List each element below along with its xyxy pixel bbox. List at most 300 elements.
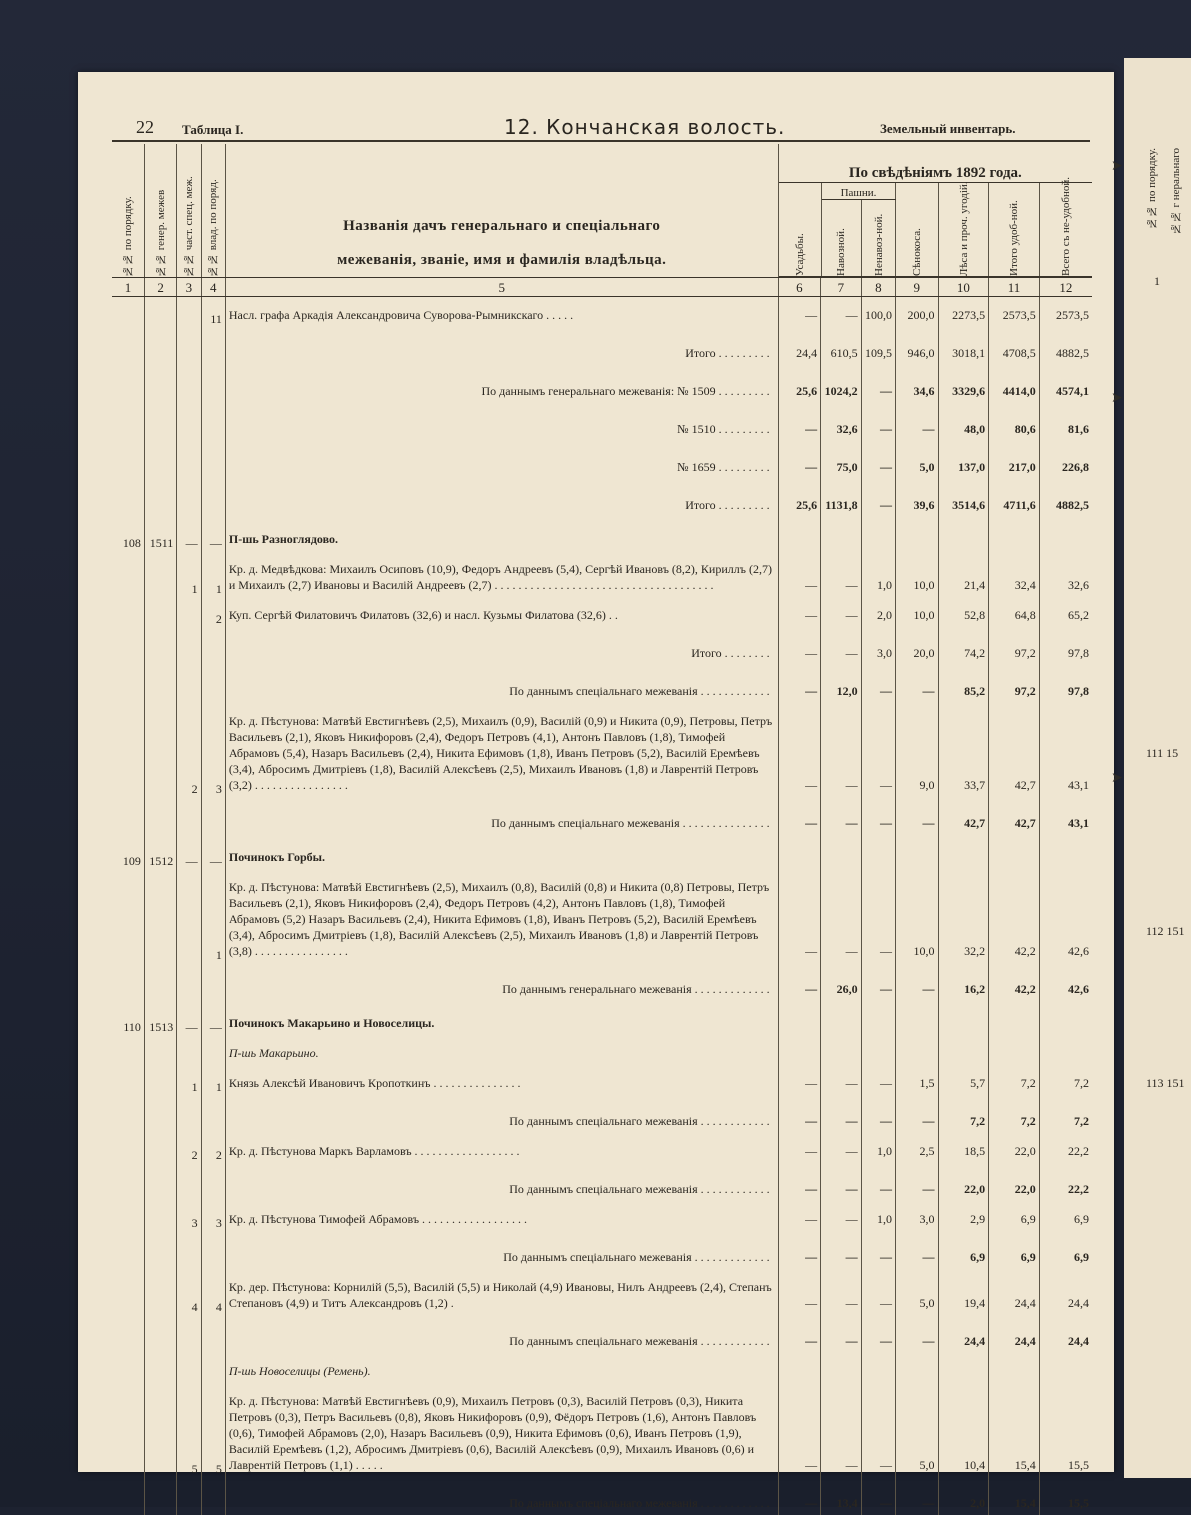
- value-cell: 6,9: [989, 1201, 1040, 1231]
- value-cell: —: [821, 597, 861, 627]
- value-cell: —: [861, 1383, 895, 1477]
- value-cell: 109,5: [861, 327, 895, 365]
- value-cell: 2573,5: [989, 297, 1040, 328]
- cell-c4: 2: [201, 597, 225, 627]
- value-cell: 19,4: [938, 1269, 989, 1315]
- summary-label: Итого . . . . . . . . .: [225, 327, 778, 365]
- col-header-gen-survey: №№ генер. межев: [144, 144, 176, 278]
- section-label: Земельный инвентарь.: [880, 121, 1015, 145]
- value-cell: 2,0: [938, 1477, 989, 1515]
- value-cell: 2273,5: [938, 297, 989, 328]
- table-row: [112, 1035, 1092, 1065]
- value-cell: —: [821, 297, 861, 328]
- value-cell: 20,0: [896, 627, 939, 665]
- cell-c4: [201, 441, 225, 479]
- col-header-usadby: Усадьбы.: [779, 183, 821, 277]
- value-cell: —: [821, 1163, 861, 1201]
- table-row: [112, 1477, 1092, 1515]
- col-header-lesa: Лѣса и проч. угодій.: [938, 183, 989, 277]
- cell-c2: [144, 1201, 176, 1231]
- value-cell: 42,6: [1039, 869, 1092, 963]
- cell-c1: [112, 1065, 144, 1095]
- cell-c4: 3: [201, 703, 225, 797]
- value-cell: [821, 517, 861, 551]
- column-number: 5: [225, 278, 778, 297]
- value-cell: —: [861, 1477, 895, 1515]
- value-cell: 4574,1: [1039, 365, 1092, 403]
- summary-label: № 1659 . . . . . . . . .: [225, 441, 778, 479]
- value-cell: 13,4: [821, 1477, 861, 1515]
- cell-c3: [177, 441, 201, 479]
- cell-c4: 5: [201, 1383, 225, 1477]
- value-cell: 74,2: [938, 627, 989, 665]
- value-cell: —: [778, 1163, 821, 1201]
- cell-c1: [112, 551, 144, 597]
- cell-c1: [112, 365, 144, 403]
- value-cell: [861, 835, 895, 869]
- value-cell: 24,4: [989, 1315, 1040, 1353]
- value-cell: 43,1: [1039, 703, 1092, 797]
- col-header-senokos: Сѣнокоса.: [896, 183, 938, 277]
- cell-c4: [201, 403, 225, 441]
- table-body: [112, 297, 1092, 1515]
- value-cell: 10,4: [938, 1383, 989, 1477]
- value-cell: 7,2: [989, 1095, 1040, 1133]
- next-page-row-111: 111 15: [1146, 746, 1178, 761]
- table-row: [112, 963, 1092, 1001]
- value-cell: 12,0: [821, 665, 861, 703]
- cell-c1: [112, 1477, 144, 1515]
- summary-label: Итого . . . . . . . .: [225, 627, 778, 665]
- value-cell: 64,8: [989, 597, 1040, 627]
- value-cell: [778, 1001, 821, 1035]
- value-cell: —: [896, 665, 939, 703]
- cell-c2: [144, 1269, 176, 1315]
- value-cell: 24,4: [1039, 1269, 1092, 1315]
- cell-c4: 1: [201, 551, 225, 597]
- value-cell: —: [821, 1095, 861, 1133]
- col-header-names: Названія дачъ генеральнаго и спеціальнаго межеванія, званіе, имя и фамилія владѣльца.: [225, 144, 778, 278]
- cell-c4: 4: [201, 1269, 225, 1315]
- value-cell: 97,2: [989, 627, 1040, 665]
- value-cell: 42,2: [989, 869, 1040, 963]
- owner-description: Кр. д. Пѣстунова Маркъ Варламовъ . . . . . . . . . . . . . . . . . .: [225, 1133, 778, 1163]
- table-row: [112, 869, 1092, 963]
- value-cell: 3329,6: [938, 365, 989, 403]
- owner-description: Кр. д. Пѣстунова: Матвѣй Евстигнѣевъ (0,9), Михаилъ Петровъ (0,3), Василій Петровъ (0,3), Никита Петровъ (0,3), Петръ Васильевъ (0,8), Яковъ Никифоровъ (0,9), Фёдоръ Петровъ (1,6), Антонъ Павловъ (0,6), Тимофей Абрамовъ (2,0), Назаръ Васильевъ (0,9), Никита Ефимовъ (0,6), Иванъ Петровъ (1,9), Василій Еремѣевъ (1,2), Абросимъ Дмитріевъ (0,6), Василій Алексѣевъ (0,9), Михаилъ Ивановъ (0,6) и Лаврентій Петровъ (1,1) . . . . .: [225, 1383, 778, 1477]
- cell-c2: [144, 597, 176, 627]
- value-cell: —: [861, 869, 895, 963]
- value-cell: —: [821, 1133, 861, 1163]
- table-row: [112, 627, 1092, 665]
- cell-c1: [112, 1315, 144, 1353]
- cell-c4: —: [201, 517, 225, 551]
- value-cell: 200,0: [896, 297, 939, 328]
- cell-c2: [144, 1231, 176, 1269]
- cell-c2: [144, 963, 176, 1001]
- table-label: Таблица I.: [182, 122, 243, 146]
- value-cell: 97,8: [1039, 627, 1092, 665]
- cell-c1: [112, 627, 144, 665]
- owner-description: Насл. графа Аркадія Александровича Суворова-Рымникскаго . . . . .: [225, 297, 778, 328]
- value-cell: 97,2: [989, 665, 1040, 703]
- next-page-col1-head: №№ по порядку.: [1146, 148, 1158, 229]
- value-cell: —: [896, 1163, 939, 1201]
- cell-c3: [177, 1163, 201, 1201]
- value-cell: —: [778, 1065, 821, 1095]
- value-cell: 25,6: [778, 479, 821, 517]
- value-cell: —: [896, 403, 939, 441]
- value-cell: 2,5: [896, 1133, 939, 1163]
- cell-c3: 1: [177, 551, 201, 597]
- table-row: [112, 551, 1092, 597]
- summary-label: По даннымъ спеціальнаго межеванія . . . . . . . . . . . .: [225, 665, 778, 703]
- value-cell: 4882,5: [1039, 327, 1092, 365]
- value-cell: —: [861, 1095, 895, 1133]
- value-cell: [861, 1035, 895, 1065]
- value-cell: 5,0: [896, 441, 939, 479]
- value-cell: 2,9: [938, 1201, 989, 1231]
- cell-c2: [144, 1133, 176, 1163]
- column-number: 6: [778, 278, 821, 297]
- column-number: 4: [201, 278, 225, 297]
- value-cell: [821, 1035, 861, 1065]
- summary-label: По даннымъ спеціальнаго межеванія . . . . . . . . . . . . .: [225, 1231, 778, 1269]
- cell-c3: [177, 1035, 201, 1065]
- value-cell: 15,4: [989, 1477, 1040, 1515]
- value-cell: 34,6: [896, 365, 939, 403]
- value-cell: 42,2: [989, 963, 1040, 1001]
- value-cell: 32,6: [1039, 551, 1092, 597]
- table-row: [112, 327, 1092, 365]
- value-cell: 1,0: [861, 551, 895, 597]
- next-page-row-112: 112 151: [1146, 924, 1185, 939]
- value-cell: 5,7: [938, 1065, 989, 1095]
- cell-c3: 2: [177, 703, 201, 797]
- value-cell: 25,6: [778, 365, 821, 403]
- value-cell: 22,0: [989, 1133, 1040, 1163]
- cell-c4: [201, 963, 225, 1001]
- land-inventory-table: [112, 144, 1092, 1515]
- cell-c1: [112, 1095, 144, 1133]
- cell-c1: [112, 1201, 144, 1231]
- cell-c3: [177, 365, 201, 403]
- value-cell: 39,6: [896, 479, 939, 517]
- value-cell: 3514,6: [938, 479, 989, 517]
- value-cell: 4711,6: [989, 479, 1040, 517]
- value-cell: 10,0: [896, 597, 939, 627]
- value-cell: —: [861, 665, 895, 703]
- value-cell: 6,9: [989, 1231, 1040, 1269]
- cell-c1: [112, 479, 144, 517]
- value-cell: —: [778, 1201, 821, 1231]
- cell-c1: [112, 1269, 144, 1315]
- table-row: [112, 665, 1092, 703]
- cell-c4: [201, 627, 225, 665]
- cell-c3: —: [177, 835, 201, 869]
- value-cell: —: [821, 1269, 861, 1315]
- value-cell: —: [778, 1269, 821, 1315]
- value-cell: 42,7: [938, 797, 989, 835]
- cell-c1: [112, 1383, 144, 1477]
- value-cell: —: [778, 441, 821, 479]
- next-page-row-113: 113 151: [1146, 1076, 1185, 1091]
- cell-c3: [177, 869, 201, 963]
- value-cell: [896, 517, 939, 551]
- value-cell: [778, 835, 821, 869]
- value-cell: 6,9: [1039, 1201, 1092, 1231]
- page-edge-mark-icon: ➤: [1111, 770, 1123, 787]
- owner-description: П-шь Макарьино.: [225, 1035, 778, 1065]
- section-heading: Починокъ Горбы.: [225, 835, 778, 869]
- summary-label: По даннымъ генеральнаго межеванія: № 1509 . . . . . . . . .: [225, 365, 778, 403]
- summary-label: По даннымъ спеціальнаго межеванія . . . . . . . . . . . .: [225, 1315, 778, 1353]
- value-cell: 2,0: [861, 597, 895, 627]
- owner-description: Кр. д. Пѣстунова: Матвѣй Евстигнѣевъ (2,5), Михаилъ (0,8), Василій (0,8) и Никита (0,8) Петровы, Петръ Васильевъ (2,1), Яковъ Никифоровъ (2,4), Федоръ Петровъ (4,2), Антонъ Павловъ (1,8), Тимофей Абрамовъ (5,2) Назаръ Васильевъ (2,4), Никита Ефимовъ (1,8), Иванъ Петровъ (5,2), Василій Еремѣевъ (3,4), Абросимъ Дмитріевъ (1,8), Василій Алексѣевъ (2,5), Михаилъ Ивановъ (1,8) и Лаврентій Петровъ (3,8) . . . . . . . . . . . . . . . .: [225, 869, 778, 963]
- value-cell: 10,0: [896, 551, 939, 597]
- value-cell: —: [896, 1095, 939, 1133]
- table-row: [112, 297, 1092, 328]
- column-numbers-row: [112, 278, 1092, 297]
- value-cell: 5,0: [896, 1383, 939, 1477]
- value-cell: —: [896, 963, 939, 1001]
- column-number: 7: [821, 278, 861, 297]
- cell-c2: [144, 1477, 176, 1515]
- table-row: [112, 1095, 1092, 1133]
- value-cell: [778, 517, 821, 551]
- col-header-nenavoznoi: Ненавоз-ной.: [862, 200, 896, 277]
- value-cell: —: [778, 551, 821, 597]
- value-cell: —: [778, 665, 821, 703]
- table-row: [112, 1133, 1092, 1163]
- value-cell: 10,0: [896, 869, 939, 963]
- value-cell: —: [778, 1231, 821, 1269]
- value-cell: 1,0: [861, 1201, 895, 1231]
- value-cell: —: [861, 1269, 895, 1315]
- cell-c2: [144, 1353, 176, 1383]
- value-cell: [778, 1035, 821, 1065]
- cell-c1: [112, 1133, 144, 1163]
- value-cell: —: [861, 1065, 895, 1095]
- value-cell: 4414,0: [989, 365, 1040, 403]
- next-page-col2-head: №№ г неральнаго: [1170, 148, 1182, 234]
- cell-c2: 1513: [144, 1001, 176, 1035]
- column-number: 12: [1039, 278, 1092, 297]
- value-cell: —: [778, 1133, 821, 1163]
- column-number: 9: [896, 278, 939, 297]
- value-cell: —: [861, 403, 895, 441]
- value-cell: 137,0: [938, 441, 989, 479]
- cell-c1: [112, 665, 144, 703]
- cell-c1: [112, 297, 144, 328]
- value-cell: 75,0: [821, 441, 861, 479]
- owner-description: П-шь Новоселицы (Ремень).: [225, 1353, 778, 1383]
- value-cell: [1039, 1035, 1092, 1065]
- value-cell: 1,0: [861, 1133, 895, 1163]
- col-header-navoznoi: Навозной.: [821, 200, 861, 277]
- value-cell: [938, 517, 989, 551]
- next-book-page-edge: [1124, 58, 1191, 1478]
- value-cell: 7,2: [1039, 1095, 1092, 1133]
- value-cell: —: [821, 797, 861, 835]
- value-cell: 21,4: [938, 551, 989, 597]
- value-cell: 52,8: [938, 597, 989, 627]
- value-cell: —: [896, 1231, 939, 1269]
- value-cell: 15,4: [989, 1383, 1040, 1477]
- cell-c4: [201, 1163, 225, 1201]
- next-page-col-number: 1: [1154, 274, 1160, 289]
- value-cell: —: [778, 627, 821, 665]
- cell-c1: [112, 1353, 144, 1383]
- value-cell: —: [861, 365, 895, 403]
- summary-label: По даннымъ генеральнаго межеванія . . . . . . . . . . . . .: [225, 963, 778, 1001]
- value-cell: [861, 517, 895, 551]
- cell-c2: [144, 665, 176, 703]
- cell-c1: [112, 797, 144, 835]
- table-row: [112, 441, 1092, 479]
- value-cell: [989, 1353, 1040, 1383]
- value-cell: [989, 1035, 1040, 1065]
- cell-c1: [112, 327, 144, 365]
- value-cell: [896, 1001, 939, 1035]
- value-cell: 1024,2: [821, 365, 861, 403]
- cell-c2: [144, 1163, 176, 1201]
- cell-c3: 4: [177, 1269, 201, 1315]
- table-row: [112, 597, 1092, 627]
- value-cell: [821, 1001, 861, 1035]
- cell-c3: [177, 963, 201, 1001]
- value-cell: 24,4: [938, 1315, 989, 1353]
- cell-c4: 11: [201, 297, 225, 328]
- value-cell: —: [778, 797, 821, 835]
- column-number: 11: [989, 278, 1040, 297]
- col-group-1892: По свѣдѣніямъ 1892 года.: [778, 144, 1092, 183]
- value-cell: [1039, 835, 1092, 869]
- value-cell: —: [821, 1231, 861, 1269]
- cell-c2: [144, 1095, 176, 1133]
- value-cell: —: [821, 551, 861, 597]
- value-cell: —: [861, 441, 895, 479]
- value-cell: —: [778, 297, 821, 328]
- cell-c2: [144, 703, 176, 797]
- value-cell: [1039, 517, 1092, 551]
- cell-c4: [201, 1315, 225, 1353]
- owner-description: Кр. д. Пѣстунова Тимофей Абрамовъ . . . . . . . . . . . . . . . . . .: [225, 1201, 778, 1231]
- cell-c1: [112, 1231, 144, 1269]
- page-edge-mark-icon: ➤: [1111, 158, 1123, 175]
- value-cell: —: [896, 1315, 939, 1353]
- top-rule: [112, 140, 1090, 142]
- cell-c1: 108: [112, 517, 144, 551]
- cell-c4: [201, 1353, 225, 1383]
- cell-c2: 1512: [144, 835, 176, 869]
- cell-c2: [144, 1315, 176, 1353]
- value-cell: 217,0: [989, 441, 1040, 479]
- cell-c1: [112, 963, 144, 1001]
- table-row: [112, 797, 1092, 835]
- cell-c4: [201, 1477, 225, 1515]
- value-cell: —: [861, 963, 895, 1001]
- value-cell: 32,4: [989, 551, 1040, 597]
- value-cell: —: [778, 869, 821, 963]
- table-row: [112, 1231, 1092, 1269]
- cell-c4: —: [201, 1001, 225, 1035]
- value-cell: [1039, 1001, 1092, 1035]
- cell-c1: 110: [112, 1001, 144, 1035]
- value-cell: [989, 517, 1040, 551]
- cell-c2: [144, 551, 176, 597]
- section-heading: П-шь Разноглядово.: [225, 517, 778, 551]
- table-row: [112, 1353, 1092, 1383]
- value-cell: 42,6: [1039, 963, 1092, 1001]
- page-number: 22: [136, 117, 154, 141]
- cell-c2: [144, 1035, 176, 1065]
- table-row: [112, 1201, 1092, 1231]
- column-number: 1: [112, 278, 144, 297]
- value-cell: 42,7: [989, 703, 1040, 797]
- cell-c1: [112, 1035, 144, 1065]
- cell-c2: [144, 365, 176, 403]
- value-cell: [896, 1035, 939, 1065]
- cell-c2: [144, 869, 176, 963]
- value-cell: —: [861, 1231, 895, 1269]
- cell-c4: [201, 1035, 225, 1065]
- value-cell: —: [821, 869, 861, 963]
- value-cell: 6,9: [1039, 1231, 1092, 1269]
- cell-c3: [177, 665, 201, 703]
- cell-c3: 3: [177, 1201, 201, 1231]
- cell-c3: 5: [177, 1383, 201, 1477]
- value-cell: 22,2: [1039, 1133, 1092, 1163]
- cell-c4: 1: [201, 1065, 225, 1095]
- value-cell: [989, 835, 1040, 869]
- value-cell: 3,0: [861, 627, 895, 665]
- value-cell: —: [896, 1477, 939, 1515]
- cell-c2: [144, 797, 176, 835]
- value-cell: [861, 1353, 895, 1383]
- cell-c3: 1: [177, 1065, 201, 1095]
- value-cell: [989, 1001, 1040, 1035]
- page-edge-mark-icon: ➤: [1111, 390, 1123, 407]
- value-cell: [821, 1353, 861, 1383]
- value-cell: —: [821, 1383, 861, 1477]
- cell-c3: [177, 403, 201, 441]
- value-cell: 1,5: [896, 1065, 939, 1095]
- summary-label: Итого . . . . . . . . .: [225, 479, 778, 517]
- cell-c4: [201, 797, 225, 835]
- col-header-pashni: Пашни.: [821, 183, 896, 200]
- cell-c3: —: [177, 1001, 201, 1035]
- cell-c2: [144, 627, 176, 665]
- value-cell: —: [778, 597, 821, 627]
- cell-c4: 2: [201, 1133, 225, 1163]
- value-cell: —: [821, 1065, 861, 1095]
- cell-c2: [144, 403, 176, 441]
- value-cell: —: [861, 479, 895, 517]
- value-cell: 85,2: [938, 665, 989, 703]
- value-cell: —: [896, 797, 939, 835]
- cell-c2: [144, 327, 176, 365]
- col-header-itogo-udob: Итого удоб-ной.: [989, 183, 1040, 277]
- cell-c1: 109: [112, 835, 144, 869]
- summary-label: № 1510 . . . . . . . . .: [225, 403, 778, 441]
- cell-c3: 2: [177, 1133, 201, 1163]
- value-cell: 7,2: [1039, 1065, 1092, 1095]
- value-cell: 100,0: [861, 297, 895, 328]
- table-row: [112, 517, 1092, 551]
- section-heading: Починокъ Макарьино и Новоселицы.: [225, 1001, 778, 1035]
- value-cell: 16,2: [938, 963, 989, 1001]
